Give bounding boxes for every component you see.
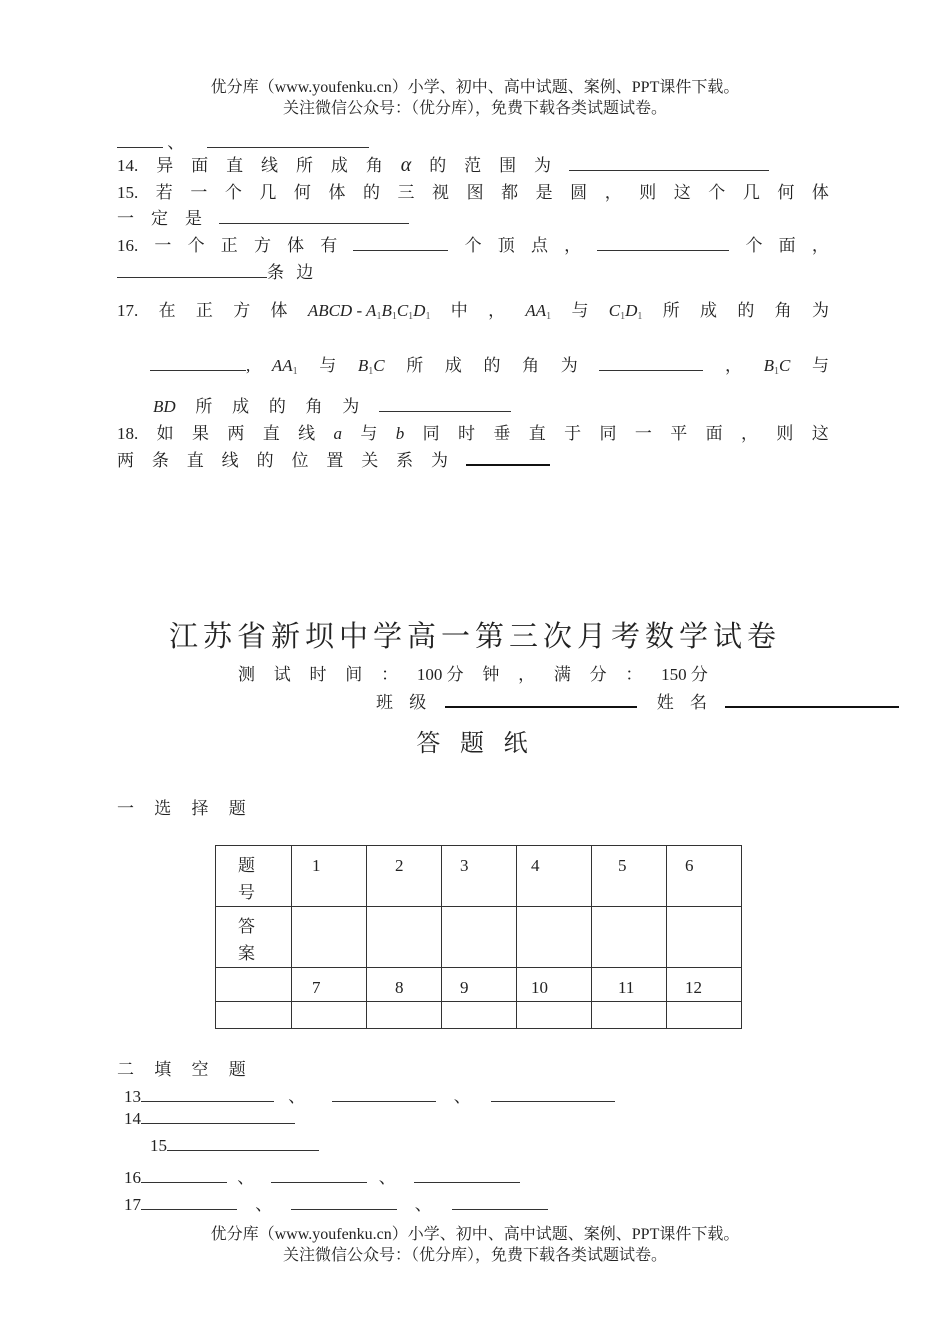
text-span: 为 <box>431 451 449 470</box>
text-span <box>609 301 643 322</box>
text-span: ， <box>604 183 622 202</box>
text-span: 同 <box>422 424 440 443</box>
answer-cell[interactable] <box>517 1002 592 1029</box>
text-span: 13 <box>124 1087 141 1106</box>
text-span: 视 <box>432 183 450 202</box>
answer-cell[interactable] <box>367 1002 442 1029</box>
text-span: 个 <box>745 236 763 255</box>
text-span: 方 <box>233 301 251 320</box>
text-span: 线 <box>221 451 239 470</box>
text-span: 线 <box>298 424 316 443</box>
text-span: 1 <box>546 311 552 322</box>
text-span: 与 <box>319 356 337 375</box>
text-span: 测 <box>238 665 255 684</box>
question-16-line-1 <box>117 231 829 256</box>
text-span: 间 <box>345 665 363 684</box>
answer-sheet-title: 答 题 纸 <box>416 729 534 757</box>
text-span: 同 <box>599 424 617 443</box>
alpha-symbol: α <box>400 154 412 176</box>
table-cell: 题号 <box>216 846 292 907</box>
text-span: 一 <box>634 424 652 443</box>
question-18-line-2 <box>117 446 550 471</box>
text-span: 异 <box>156 156 174 175</box>
answer-blank[interactable] <box>291 1195 397 1210</box>
text-span: 1 <box>391 311 397 322</box>
text-span: 若 <box>155 183 173 202</box>
answer-blank <box>466 450 550 466</box>
text-span: 一 <box>117 209 134 228</box>
text-span: 试 <box>273 665 291 684</box>
text-span: B <box>763 356 775 375</box>
text-span: 位 <box>291 451 309 470</box>
text-span: 角 <box>522 356 540 375</box>
text-span: 范 <box>464 156 482 175</box>
text-span: 几 <box>259 183 277 202</box>
text-span: a <box>333 424 342 443</box>
text-span: ， <box>725 356 743 375</box>
text-span: 与 <box>360 424 378 443</box>
text-span: 1 <box>408 311 414 322</box>
text-span: 个 <box>708 183 726 202</box>
text-span: 有 <box>320 236 338 255</box>
text-span: , <box>246 356 251 375</box>
text-span: B <box>357 356 369 375</box>
text-span: 的 <box>737 301 755 320</box>
text-span: 为 <box>534 156 551 175</box>
text-span: 两 <box>227 424 245 443</box>
answer-blank <box>207 133 369 148</box>
answer-blank <box>569 156 769 171</box>
text-span: 体 <box>811 183 829 202</box>
text-span: 16 <box>124 1168 141 1187</box>
text-span: ： <box>381 665 399 684</box>
text-span: 一 <box>154 236 172 255</box>
text-span: ， <box>518 665 536 684</box>
text-span: 面 <box>191 156 209 175</box>
text-span: 的 <box>268 397 286 416</box>
text-span: 点 <box>530 236 548 255</box>
answer-blank <box>117 133 163 148</box>
text-span: 是 <box>535 183 553 202</box>
fill-row-16 <box>124 1163 520 1188</box>
question-18-line-1 <box>117 419 829 444</box>
fill-row-15 <box>150 1136 319 1156</box>
question-17-line-2 <box>150 351 829 377</box>
text-span: 角 <box>774 301 792 320</box>
answer-cell[interactable] <box>216 1002 292 1029</box>
text-span: 100 分 <box>416 665 464 684</box>
text-span: 直 <box>528 424 546 443</box>
text-span: 所 <box>662 301 680 320</box>
text-span: C <box>396 301 409 320</box>
answer-blank <box>599 356 703 371</box>
text-span: 所 <box>406 356 424 375</box>
text-span: 的 <box>483 356 501 375</box>
text-span: 1 <box>637 311 643 322</box>
text-span: 平 <box>670 424 688 443</box>
question-14 <box>117 151 769 177</box>
text-span: B <box>381 301 392 320</box>
text-span: 17 <box>124 1195 141 1214</box>
answer-cell[interactable] <box>292 1002 367 1029</box>
text-span: 的 <box>429 156 447 175</box>
answer-blank <box>219 209 409 224</box>
sheet-title: 江苏省新坝中学高一第三次月考数学试卷 <box>168 619 781 653</box>
text-span: 方 <box>253 236 271 255</box>
text-span: 两 <box>117 451 134 470</box>
table-row <box>216 1002 742 1029</box>
table-row <box>216 846 742 907</box>
text-span: 直 <box>186 451 204 470</box>
text-span: 体 <box>328 183 346 202</box>
cube-label <box>308 301 431 322</box>
table-cell: 8 <box>367 968 442 1002</box>
name-field[interactable] <box>725 692 899 708</box>
text-span: 这 <box>673 183 691 202</box>
text-span: 16. <box>117 236 139 255</box>
text-span: 1 <box>368 366 374 377</box>
question-17-line-3 <box>153 392 511 417</box>
answer-blank[interactable] <box>141 1168 227 1183</box>
text-span: 个 <box>464 236 482 255</box>
text-span: 是 <box>185 209 202 228</box>
text-span <box>150 356 250 376</box>
footer-line-1: 优分库（www.youfenku.cn）小学、初中、高中试题、案例、PPT课件下载。 <box>210 1226 740 1243</box>
answer-cell[interactable] <box>592 1002 667 1029</box>
table-cell <box>216 968 292 1002</box>
answer-blank <box>150 356 246 371</box>
answer-blank[interactable] <box>141 1109 295 1124</box>
text-span: 直 <box>262 424 280 443</box>
text-span <box>358 356 385 377</box>
table-cell: 答案 <box>216 907 292 968</box>
text-span: 14. <box>117 156 139 175</box>
answer-blank <box>597 236 729 251</box>
answer-blank[interactable] <box>332 1087 436 1102</box>
text-span: 钟 <box>482 665 500 684</box>
text-span: 中 <box>450 301 468 320</box>
text-span: 面 <box>778 236 796 255</box>
table-cell: 7 <box>292 968 367 1002</box>
text-span: 关 <box>361 451 379 470</box>
text-span: C <box>373 356 385 375</box>
text-span: 置 <box>326 451 344 470</box>
text-span <box>525 301 551 322</box>
table-cell: 3 <box>442 846 517 907</box>
student-info <box>376 688 899 713</box>
text-span: 条 <box>151 451 169 470</box>
text-span: 、 <box>414 1195 432 1214</box>
choice-answer-table <box>215 845 742 1029</box>
answer-blank <box>379 397 511 412</box>
text-span: 直 <box>226 156 244 175</box>
text-span: 这 <box>811 424 829 443</box>
text-span <box>272 356 298 377</box>
table-cell: 12 <box>667 968 742 1002</box>
text-span: 定 <box>151 209 168 228</box>
answer-cell[interactable] <box>367 907 442 968</box>
text-span: 满 <box>553 665 571 684</box>
text-span: 1 <box>425 311 431 322</box>
header-line-1: 优分库（www.youfenku.cn）小学、初中、高中试题、案例、PPT课件下载。 <box>210 79 740 96</box>
name-label: 姓 名 <box>656 693 713 712</box>
text-span: 体 <box>287 236 305 255</box>
text-span: 与 <box>571 301 589 320</box>
footer-line-2: 关注微信公众号：（优分库），免费下载各类试题试卷。 <box>282 1247 667 1264</box>
text-span: 18. <box>117 424 139 443</box>
text-span: 、 <box>453 1087 471 1106</box>
text-span: 15. <box>117 183 139 202</box>
text-span: 体 <box>270 301 288 320</box>
text-span: 何 <box>293 183 311 202</box>
text-span: 如 <box>156 424 174 443</box>
table-cell: 2 <box>367 846 442 907</box>
text-span <box>764 356 791 377</box>
text-span: 时 <box>458 424 475 443</box>
text-span: 所 <box>195 397 213 416</box>
class-label: 班 级 <box>376 693 433 712</box>
answer-cell[interactable] <box>667 1002 742 1029</box>
text-span: 1 <box>774 366 780 377</box>
text-span: 图 <box>466 183 484 202</box>
text-span: 圆 <box>570 183 588 202</box>
fill-row-13 <box>124 1082 615 1107</box>
text-span: 15 <box>150 1136 167 1155</box>
question-16-line-2 <box>117 258 317 283</box>
text-span: 正 <box>195 301 213 320</box>
text-span: 1 <box>292 366 298 377</box>
text-span: ： <box>625 665 643 684</box>
text-span: 为 <box>342 397 360 416</box>
text-span: 垂 <box>493 424 511 443</box>
text-span: 角 <box>305 397 323 416</box>
text-span: 都 <box>501 183 519 202</box>
answer-cell[interactable] <box>292 907 367 968</box>
section-1-heading: 一 选 择 题 <box>117 799 254 818</box>
answer-blank <box>117 263 267 278</box>
table-row <box>216 968 742 1002</box>
text-span: C <box>608 301 621 320</box>
text-span: 成 <box>232 397 250 416</box>
text-span: ， <box>488 301 506 320</box>
text-span: 三 <box>397 183 415 202</box>
text-span: 条 边 <box>267 263 318 282</box>
text-span: 则 <box>639 183 657 202</box>
text-span: ， <box>811 236 829 255</box>
text-span: 1 <box>376 311 382 322</box>
table-cell: 5 <box>592 846 667 907</box>
text-span: 成 <box>330 156 348 175</box>
text-span: 系 <box>396 451 414 470</box>
answer-cell[interactable] <box>517 907 592 968</box>
text-span: 所 <box>295 156 313 175</box>
text-span: 围 <box>499 156 517 175</box>
text-span: 、 <box>237 1168 255 1187</box>
answer-cell[interactable] <box>667 907 742 968</box>
text-span: 与 <box>812 356 829 375</box>
text-span: 、 <box>255 1195 273 1214</box>
text-span: 线 <box>261 156 278 175</box>
question-15-line-1 <box>117 178 829 203</box>
fill-row-14 <box>124 1109 295 1129</box>
text-span: 的 <box>256 451 274 470</box>
text-span: C <box>779 356 791 375</box>
text-span: 、 <box>378 1168 396 1187</box>
text-span: ， <box>741 424 758 443</box>
text-span: 为 <box>560 356 578 375</box>
text-span: 在 <box>158 301 176 320</box>
answer-blank[interactable] <box>491 1087 615 1102</box>
text-span: b <box>395 424 405 443</box>
answer-blank[interactable] <box>167 1136 319 1151</box>
question-17-line-1 <box>117 296 829 322</box>
section-2-heading: 二 填 空 题 <box>117 1060 254 1079</box>
text-span: 顶 <box>497 236 515 255</box>
answer-blank[interactable] <box>141 1087 274 1102</box>
text-span: 角 <box>365 156 383 175</box>
question-15-line-2 <box>117 204 409 229</box>
q13-tail <box>117 128 369 153</box>
table-cell: 11 <box>592 968 667 1002</box>
text-span: AA <box>525 301 547 320</box>
text-span: D <box>625 301 638 320</box>
answer-blank[interactable] <box>452 1195 548 1210</box>
answer-blank[interactable] <box>271 1168 367 1183</box>
text-span: 14 <box>124 1109 141 1128</box>
text-span: 时 <box>309 665 327 684</box>
class-field[interactable] <box>445 692 637 708</box>
text-span: 成 <box>444 356 462 375</box>
text-span: ABCD - A <box>307 301 377 320</box>
text-span: D <box>413 301 426 320</box>
text-span: BD <box>153 397 176 416</box>
text-span: 何 <box>777 183 795 202</box>
text-span: 为 <box>811 301 829 320</box>
answer-blank[interactable] <box>141 1195 237 1210</box>
text-span: 17. <box>117 301 139 320</box>
table-cell: 4 <box>517 846 592 907</box>
table-cell: 6 <box>667 846 742 907</box>
answer-cell[interactable] <box>442 1002 517 1029</box>
answer-blank <box>353 236 448 251</box>
text-span: 分 <box>589 665 607 684</box>
text-span: 一 <box>190 183 208 202</box>
table-cell: 10 <box>517 968 592 1002</box>
text-span: 150 分 <box>661 665 708 684</box>
text-span: AA <box>271 356 293 375</box>
table-row <box>216 907 742 968</box>
text-span: 成 <box>700 301 718 320</box>
table-cell: 9 <box>442 968 517 1002</box>
answer-blank[interactable] <box>414 1168 520 1183</box>
text-span: 的 <box>362 183 380 202</box>
header-line-2: 关注微信公众号：（优分库），免费下载各类试题试卷。 <box>282 100 667 117</box>
text-span: 正 <box>220 236 238 255</box>
table-cell: 1 <box>292 846 367 907</box>
answer-cell[interactable] <box>592 907 667 968</box>
text-span: 个 <box>224 183 242 202</box>
text-span: 1 <box>620 311 626 322</box>
fill-row-17 <box>124 1190 548 1215</box>
text-span: 个 <box>187 236 205 255</box>
test-info <box>238 660 708 685</box>
answer-cell[interactable] <box>442 907 517 968</box>
text-span: ， <box>564 236 582 255</box>
text-span: 于 <box>564 424 582 443</box>
text-span: 面 <box>705 424 723 443</box>
text-span: 果 <box>192 424 209 443</box>
text-span: 、 <box>288 1087 306 1106</box>
text-span: 、 <box>167 133 185 152</box>
text-span: 几 <box>742 183 760 202</box>
text-span: 则 <box>776 424 794 443</box>
